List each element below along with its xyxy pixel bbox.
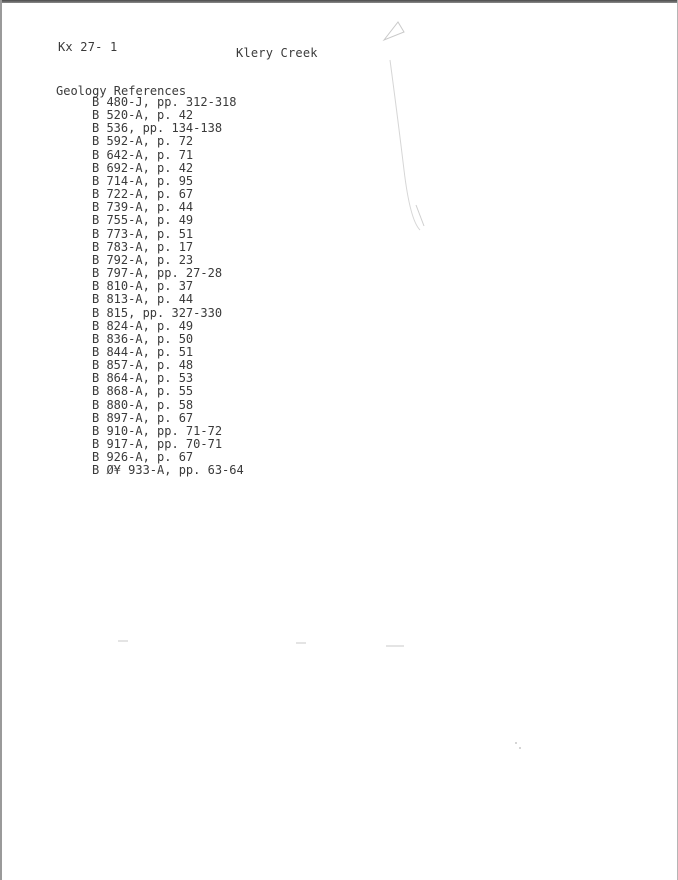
reference-item: B 797-A, pp. 27-28	[92, 266, 223, 281]
reference-item: B 810-A, p. 37	[92, 279, 194, 294]
reference-item: B 917-A, pp. 70-71	[92, 437, 223, 452]
reference-item: B 868-A, p. 55	[92, 384, 194, 399]
scan-mark-dot	[519, 747, 521, 749]
reference-item: B 536, pp. 134-138	[92, 121, 223, 136]
reference-item: B 722-A, p. 67	[92, 187, 194, 202]
page-edge-left	[0, 0, 2, 880]
reference-item: B Ø¥ 933-A, pp. 63-64	[92, 463, 244, 478]
scan-mark-dot	[515, 742, 517, 744]
reference-item: B 813-A, p. 44	[92, 292, 194, 307]
reference-item: B 844-A, p. 51	[92, 344, 194, 359]
document-title: Klery Creek	[236, 46, 318, 60]
document-id: Kx 27- 1	[58, 40, 118, 54]
reference-item: B 714-A, p. 95	[92, 173, 194, 188]
reference-item: B 857-A, p. 48	[92, 358, 194, 373]
section-heading: Geology References	[56, 84, 187, 98]
reference-item: B 792-A, p. 23	[92, 252, 194, 267]
page-edge-top	[0, 0, 678, 3]
reference-item: B 783-A, p. 17	[92, 239, 194, 254]
reference-item: B 897-A, p. 67	[92, 410, 194, 425]
reference-item: B 824-A, p. 49	[92, 318, 194, 333]
reference-item: B 864-A, p. 53	[92, 371, 194, 386]
reference-item: B 592-A, p. 72	[92, 134, 194, 149]
reference-item: B 926-A, p. 67	[92, 450, 194, 465]
reference-item: B 739-A, p. 44	[92, 200, 194, 215]
reference-item: B 755-A, p. 49	[92, 213, 194, 228]
scan-mark-line	[390, 60, 420, 230]
reference-item: B 773-A, p. 51	[92, 226, 194, 241]
reference-item: B 910-A, pp. 71-72	[92, 423, 223, 438]
reference-item: B 642-A, p. 71	[92, 147, 194, 162]
reference-item: B 815, pp. 327-330	[92, 305, 223, 320]
reference-list	[92, 96, 244, 478]
reference-item: B 692-A, p. 42	[92, 160, 194, 175]
scan-mark-corner	[384, 22, 404, 40]
reference-item: B 520-A, p. 42	[92, 108, 194, 123]
scan-mark-line-lower	[416, 205, 424, 226]
reference-item: B 480-J, pp. 312-318	[92, 95, 237, 109]
reference-item: B 836-A, p. 50	[92, 331, 194, 346]
reference-item: B 880-A, p. 58	[92, 397, 194, 412]
